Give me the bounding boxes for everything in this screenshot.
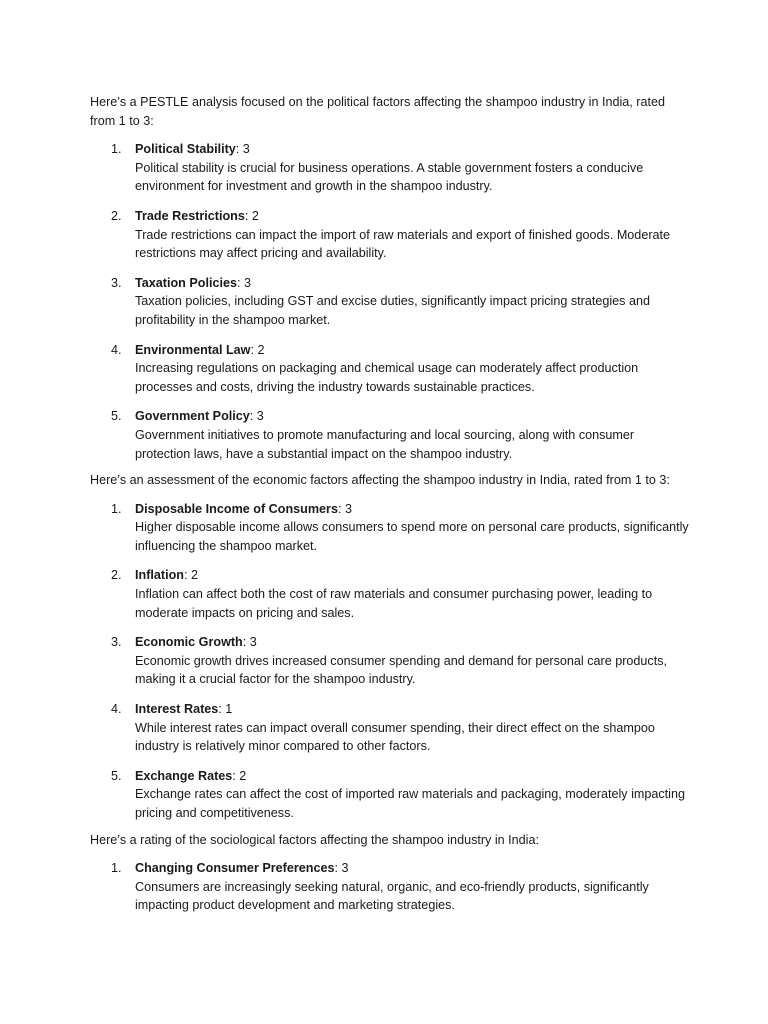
item-title: Interest Rates [135,702,219,717]
economic-intro: Here’s an assessment of the economic factors affecting the shampoo industry in India, rated from 1 to 3: [90,473,670,488]
item-description: Government initiatives to promote manufacturing and local sourcing, along with consumer protection laws, have a substantial impact on the shampoo industry. [135,427,635,461]
item-heading [135,500,690,519]
item-heading [135,859,690,878]
list-item [90,341,690,397]
item-heading [135,767,690,786]
list-item [90,207,690,263]
item-heading [135,633,690,652]
political-factors-list [90,140,690,463]
item-description: While interest rates can impact overall consumer spending, their direct effect on the shampoo industry is relatively minor compared to other factors. [135,720,655,754]
item-description: Higher disposable income allows consumers to spend more on personal care products, significantly influencing the shampoo market. [135,520,689,553]
item-heading [135,140,690,159]
item-heading [135,566,690,585]
item-number: 3. [111,275,122,290]
item-number: 1. [111,142,122,157]
item-description: Trade restrictions can impact the import of raw materials and export of finished goods. Moderate restrictions may affect pricing and availability. [135,227,671,261]
item-rating: : 3 [235,142,250,157]
item-title: Inflation [135,568,184,583]
list-item [90,407,690,463]
item-heading [135,700,690,719]
item-heading [135,341,690,360]
item-heading [135,407,690,426]
item-description: Consumers are increasingly seeking natural, organic, and eco-friendly products, significantly impacting product development and marketing strategies. [135,879,649,913]
item-number: 3. [111,635,122,650]
list-item [90,274,690,330]
list-item [90,566,690,622]
item-description: Taxation policies, including GST and excise duties, significantly impact pricing strategies and profitability in the shampoo market. [135,294,650,327]
list-item [90,140,690,196]
item-rating: : 2 [183,568,198,583]
item-heading [135,274,690,293]
item-number: 2. [111,568,122,583]
political-intro: Here’s a PESTLE analysis focused on the political factors affecting the shampoo industry in India, rated from 1 to 3: [90,95,665,128]
item-rating: : 3 [249,409,264,424]
item-title: Economic Growth [135,635,243,650]
item-rating: : 2 [250,342,265,357]
item-number: 1. [111,861,122,876]
item-number: 1. [111,501,122,516]
item-number: 4. [111,702,122,717]
item-rating: : 3 [242,635,257,650]
list-item [90,859,690,915]
item-rating: : 3 [337,501,352,516]
list-item [90,633,690,689]
item-rating: : 2 [244,208,259,223]
document-page [90,93,690,923]
list-item [90,500,690,556]
sociological-factors-list [90,859,690,915]
item-number: 4. [111,342,122,357]
item-title: Changing Consumer Preferences [135,861,335,876]
item-rating: : 3 [236,275,251,290]
item-rating: : 3 [334,861,349,876]
economic-factors-list [90,500,690,823]
item-title: Taxation Policies [135,275,237,290]
item-number: 5. [111,409,122,424]
item-description: Exchange rates can affect the cost of imported raw materials and packaging, moderately impacting pricing and competitiveness. [135,787,685,820]
item-rating: : 2 [232,768,247,783]
item-title: Environmental Law [135,342,251,357]
item-heading [135,207,690,226]
item-title: Exchange Rates [135,768,233,783]
item-description: Economic growth drives increased consumer spending and demand for personal care products, making it a crucial factor for the shampoo industry. [135,653,668,687]
item-title: Government Policy [135,409,250,424]
item-title: Trade Restrictions [135,208,245,223]
item-rating: : 1 [218,702,233,717]
item-number: 2. [111,208,122,223]
item-description: Increasing regulations on packaging and chemical usage can moderately affect production processes and costs, driving the industry towards sustainable practices. [135,361,639,394]
item-title: Political Stability [135,142,236,157]
item-number: 5. [111,768,122,783]
list-item [90,700,690,756]
sociological-intro: Here’s a rating of the sociological factors affecting the shampoo industry in India: [90,832,539,847]
item-title: Disposable Income of Consumers [135,501,338,516]
item-description: Political stability is crucial for business operations. A stable government fosters a conducive environment for investment and growth in the shampoo industry. [135,160,644,194]
item-description: Inflation can affect both the cost of raw materials and consumer purchasing power, leading to moderate impacts on pricing and sales. [135,587,653,620]
list-item [90,767,690,823]
